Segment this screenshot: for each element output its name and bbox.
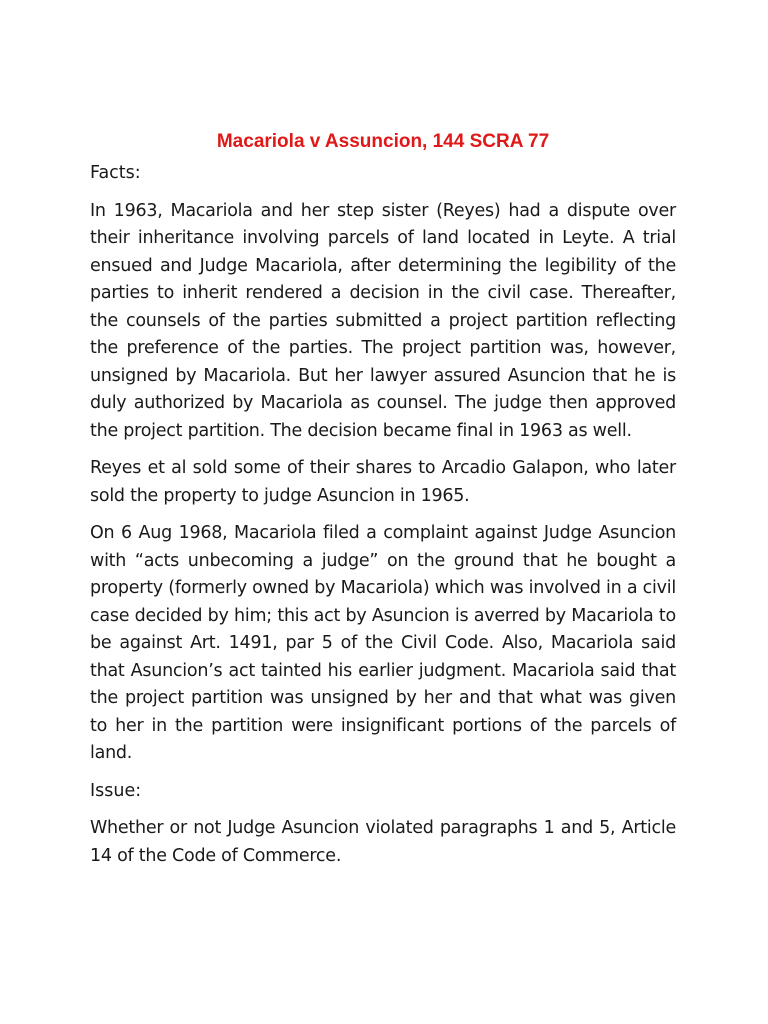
- issue-paragraph-1: Whether or not Judge Asuncion violated paragraphs 1 and 5, Article 14 of the Code of Commerce.: [90, 818, 676, 866]
- document-page: [90, 127, 676, 880]
- document-title: Macariola v Assuncion, 144 SCRA 77: [216, 131, 550, 152]
- issue-heading: Issue:: [90, 780, 142, 801]
- facts-paragraph-3: On 6 Aug 1968, Macariola filed a complaint against Judge Asuncion with “acts unbecoming a judge” on the ground that he bought a property (formerly owned by Macariola) which was involved in a civil case decided by him; this act by Asuncion is averred by Macariola to be against Art. 1491, par 5 of the Civil Code. Also, Macariola said that Asuncion’s act tainted his earlier judgment. Macariola said that the project partition was unsigned by her and that what was given to her in the partition were insignificant portions of the parcels of land.: [90, 523, 676, 763]
- facts-paragraph-2: Reyes et al sold some of their shares to Arcadio Galapon, who later sold the property to judge Asuncion in 1965.: [90, 458, 676, 506]
- facts-paragraph-1: In 1963, Macariola and her step sister (Reyes) had a dispute over their inheritance involving parcels of land located in Leyte. A trial ensued and Judge Macariola, after determining the legibility of the parties to inherit rendered a decision in the civil case. Thereafter, the counsels of the parties submitted a project partition reflecting the preference of the parties. The project partition was, however, unsigned by Macariola. But her lawyer assured Asuncion that he is duly authorized by Macariola as counsel. The judge then approved the project partition. The decision became final in 1963 as well.: [90, 200, 676, 441]
- facts-heading: Facts:: [90, 163, 141, 183]
